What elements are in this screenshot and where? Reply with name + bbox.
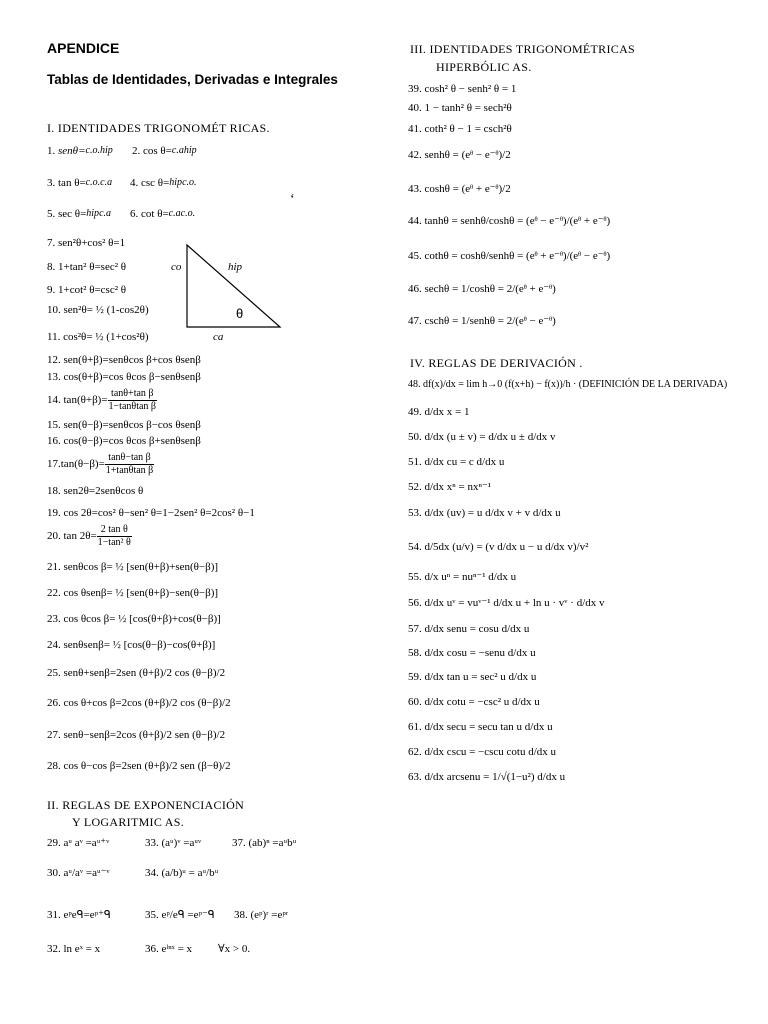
- section-heading-hyp: III. IDENTIDADES TRIGONOMÉTRICAS: [410, 42, 636, 56]
- formula-27: 27. senθ−senβ=2cos (θ+β)/2 sen (θ−β)/2: [47, 729, 226, 741]
- formula-40: 40. 1 − tanh² θ = sech²θ: [408, 102, 512, 114]
- formula-48: 48. df(x)/dx = lim h→0 (f(x+h) − f(x))/h · (DEFINICIÓN DE LA DERIVADA): [408, 379, 728, 390]
- formula-5: 5. sec θ=hipc.a: [47, 208, 112, 220]
- formula-53: 53. d/dx (uv) = u d/dx v + v d/dx u: [408, 507, 561, 519]
- formula-58: 58. d/dx cosu = −senu d/dx u: [408, 647, 536, 659]
- formula-19: 19. cos 2θ=cos² θ−sen² θ=1−2sen² θ=2cos² θ−1: [47, 507, 255, 519]
- page-subtitle: Tablas de Identidades, Derivadas e Integrales: [47, 72, 338, 87]
- formula-39: 39. cosh² θ − senh² θ = 1: [408, 83, 517, 95]
- formula-8: 8. 1+tan² θ=sec² θ: [47, 261, 127, 273]
- formula-63: 63. d/dx arcsenu = 1/√(1−u²) d/dx u: [408, 771, 566, 783]
- formula-10: 10. sen²θ= ½ (1-cos2θ): [47, 304, 149, 316]
- formula-21: 21. senθcos β= ½ [sen(θ+β)+sen(θ−β)]: [47, 561, 219, 573]
- formula-14: 14. tan(θ+β)= $\frac{\text{tanθ+tan β}}{\text{1−tanθtan β}}$: [47, 388, 156, 412]
- formula-28: 28. cos θ−cos β=2sen (θ+β)/2 sen (β−θ)/2: [47, 760, 231, 772]
- formula-32: 32. ln eˣ = x: [47, 943, 101, 955]
- formula-26: 26. cos θ+cos β=2cos (θ+β)/2 cos (θ−β)/2: [47, 697, 231, 709]
- formula-30: 30. aᵘ/aᵛ =aᵘ⁻ᵛ: [47, 867, 110, 879]
- formula-23: 23. cos θcos β= ½ [cos(θ+β)+cos(θ−β)]: [47, 613, 221, 625]
- formula-11: 11. cos²θ= ½ (1+cos²θ): [47, 331, 149, 343]
- triangle-label-co: co: [171, 261, 182, 273]
- formula-42: 42. senhθ = (eᶿ − e⁻ᶿ)/2: [408, 149, 511, 161]
- formula-22: 22. cos θsenβ= ½ [sen(θ+β)−sen(θ−β)]: [47, 587, 219, 599]
- formula-38: 38. (eᵖ)ʳ =eᵖʳ: [234, 909, 289, 921]
- right-triangle-diagram: [180, 240, 290, 340]
- formula-36-condition: ∀x > 0.: [218, 943, 251, 955]
- formula-7: 7. sen²θ+cos² θ=1: [47, 237, 126, 249]
- formula-12: 12. sen(θ+β)=senθcos β+cos θsenβ: [47, 354, 201, 366]
- formula-45: 45. cothθ = coshθ/senhθ = (eᶿ + e⁻ᶿ)/(eᶿ − e⁻ᶿ): [408, 250, 611, 262]
- section-heading-exp-2: Y LOGARITMIC AS.: [72, 815, 185, 829]
- triangle-label-hip: hip: [228, 261, 243, 273]
- formula-34: 34. (a/b)ᵘ = aᵘ/bᵘ: [145, 867, 219, 879]
- formula-41: 41. coth² θ − 1 = csch²θ: [408, 123, 512, 135]
- section-heading-trig: I. IDENTIDADES TRIGONOMÉT RICAS.: [47, 121, 270, 135]
- formula-44: 44. tanhθ = senhθ/coshθ = (eᶿ − e⁻ᶿ)/(eᶿ + e⁻ᶿ): [408, 215, 611, 227]
- formula-56: 56. d/dx uᵛ = vuᵛ⁻¹ d/dx u + ln u · vᵛ · d/dx v: [408, 597, 605, 609]
- formula-55: 55. d/x uⁿ = nuⁿ⁻¹ d/dx u: [408, 571, 517, 583]
- formula-50: 50. d/dx (u ± v) = d/dx u ± d/dx v: [408, 431, 556, 443]
- formula-62: 62. d/dx cscu = −cscu cotu d/dx u: [408, 746, 557, 758]
- formula-29: 29. aᵘ aᵛ =aᵘ⁺ᵛ: [47, 837, 110, 849]
- formula-57: 57. d/dx senu = cosu d/dx u: [408, 623, 530, 635]
- formula-51: 51. d/dx cu = c d/dx u: [408, 456, 505, 468]
- formula-15: 15. sen(θ−β)=senθcos β−cos θsenβ: [47, 419, 201, 431]
- formula-31: 31. eᵖeᑫ=eᵖ⁺ᑫ: [47, 909, 111, 921]
- section-heading-hyp-2: HIPERBÓLIC AS.: [436, 60, 532, 74]
- formula-36: 36. eˡⁿˣ = x: [145, 943, 193, 955]
- formula-18: 18. sen2θ=2senθcos θ: [47, 485, 144, 497]
- page-title: APENDICE: [47, 40, 120, 56]
- formula-6: 6. cot θ=c.ac.o.: [130, 208, 196, 220]
- formula-9: 9. 1+cot² θ=csc² θ: [47, 284, 127, 296]
- section-heading-deriv: IV. REGLAS DE DERIVACIÓN .: [410, 356, 583, 370]
- formula-43: 43. coshθ = (eᶿ + e⁻ᶿ)/2: [408, 183, 511, 195]
- formula-61: 61. d/dx secu = secu tan u d/dx u: [408, 721, 553, 733]
- formula-13: 13. cos(θ+β)=cos θcos β−senθsenβ: [47, 371, 201, 383]
- formula-24: 24. senθsenβ= ½ [cos(θ−β)−cos(θ+β)]: [47, 639, 216, 651]
- formula-1: 1. senθ=c.o.hip: [47, 145, 113, 157]
- formula-4: 4. csc θ=hipc.o.: [130, 177, 197, 189]
- formula-16: 16. cos(θ−β)=cos θcos β+senθsenβ: [47, 435, 201, 447]
- formula-47: 47. cschθ = 1/senhθ = 2/(eᶿ − e⁻ᶿ): [408, 315, 556, 327]
- formula-17: 17.tan(θ−β)= $\frac{\text{tanθ−tan β}}{\text{1+tanθtan β}}$: [47, 452, 154, 476]
- triangle-label-ca: ca: [213, 331, 224, 343]
- formula-25: 25. senθ+senβ=2sen (θ+β)/2 cos (θ−β)/2: [47, 667, 226, 679]
- formula-3: 3. tan θ=c.o.c.a: [47, 177, 113, 189]
- formula-20: 20. tan 2θ= $\frac{\text{2 tan θ}}{\text{1−tan² θ}}$: [47, 524, 131, 548]
- stray-mark: ʻ: [290, 192, 295, 207]
- formula-59: 59. d/dx tan u = sec² u d/dx u: [408, 671, 537, 683]
- formula-37: 37. (ab)ⁿ =aᵘbᵘ: [232, 837, 297, 849]
- triangle-shape: [187, 245, 280, 327]
- formula-54: 54. d/5dx (u/v) = (v d/dx u − u d/dx v)/v²: [408, 541, 589, 553]
- formula-52: 52. d/dx xⁿ = nxⁿ⁻¹: [408, 481, 492, 493]
- formula-49: 49. d/dx x = 1: [408, 406, 470, 418]
- formula-2: 2. cos θ=c.ahip: [132, 145, 197, 157]
- formula-46: 46. sechθ = 1/coshθ = 2/(eᶿ + e⁻ᶿ): [408, 283, 556, 295]
- formula-35: 35. eᵖ/eᑫ =eᵖ⁻ᑫ: [145, 909, 215, 921]
- section-heading-exp: II. REGLAS DE EXPONENCIACIÓN: [47, 798, 245, 812]
- formula-60: 60. d/dx cotu = −csc² u d/dx u: [408, 696, 540, 708]
- formula-33: 33. (aᵘ)ᵛ =aᵘᵛ: [145, 837, 202, 849]
- triangle-label-theta: θ: [236, 306, 244, 321]
